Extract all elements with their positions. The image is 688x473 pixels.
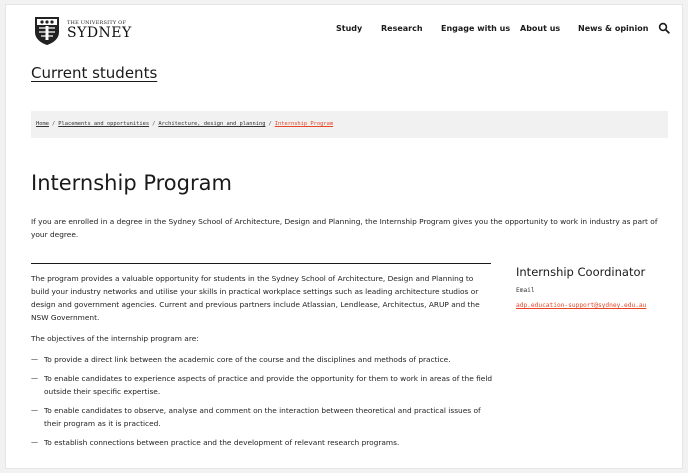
university-logo[interactable]: [33, 15, 133, 45]
breadcrumb-separator: /: [51, 121, 56, 127]
logo-small-text: THE UNIVERSITY OF: [67, 20, 127, 26]
page-frame: [5, 4, 683, 469]
nav-study[interactable]: Study: [336, 24, 363, 33]
nav-research[interactable]: Research: [381, 24, 423, 33]
list-item: — To enable candidates to experience aspects of practice and provide the opportunity for them to work in areas of the field outside their specific expertise.: [31, 372, 493, 398]
divider: [31, 263, 491, 264]
section-title[interactable]: Current students: [31, 64, 158, 82]
email-link[interactable]: adp.education-support@sydney.edu.au: [516, 302, 647, 309]
sidebar-title: Internship Coordinator: [516, 265, 646, 279]
list-item: — To enable candidates to observe, analyse and comment on the interaction between theoretical and practical issues of their program as it is practiced.: [31, 404, 493, 430]
list-item: — To establish connections between practice and the development of relevant research programs.: [31, 436, 493, 449]
breadcrumb-placements[interactable]: Placements and opportunities: [58, 121, 150, 127]
email-label: Email: [516, 287, 535, 294]
nav-engage[interactable]: Engage with us: [441, 24, 511, 33]
logo-big-text: SYDNEY: [67, 25, 132, 41]
breadcrumb-current[interactable]: Internship Program: [274, 121, 334, 127]
page-title: Internship Program: [31, 171, 232, 195]
intro-text: If you are enrolled in a degree in the Sydney School of Architecture, Design and Planning, the Internship Program gives you the opportunity to work in industry as part of your degree.: [31, 217, 658, 239]
breadcrumb-separator: /: [268, 121, 272, 127]
site-header: [6, 5, 682, 53]
crest-icon: [33, 15, 61, 45]
breadcrumb-architecture[interactable]: Architecture, design and planning: [158, 121, 266, 127]
nav-about[interactable]: About us: [520, 24, 561, 33]
breadcrumb: [31, 111, 668, 138]
objectives-list: [31, 353, 493, 449]
breadcrumb-home[interactable]: Home: [36, 121, 49, 127]
nav-news[interactable]: News & opinion: [578, 24, 649, 33]
breadcrumb-separator: /: [152, 121, 156, 127]
list-item: — To provide a direct link between the academic core of the course and the disciplines and methods of practice.: [31, 353, 493, 366]
program-description: The program provides a valuable opportunity for students in the Sydney School of Architecture, Design and Planning to build your industry networks and utilise your skills in practical workplace settings such as leading architecture studios or design and government agencies. Current and previous partners include Atlassian, Lendlease, Architectus, ARUP and the NSW Government.: [31, 274, 480, 322]
main-content: [31, 272, 493, 455]
objectives-intro: The objectives of the internship program are:: [31, 334, 199, 343]
search-icon[interactable]: [658, 22, 670, 34]
